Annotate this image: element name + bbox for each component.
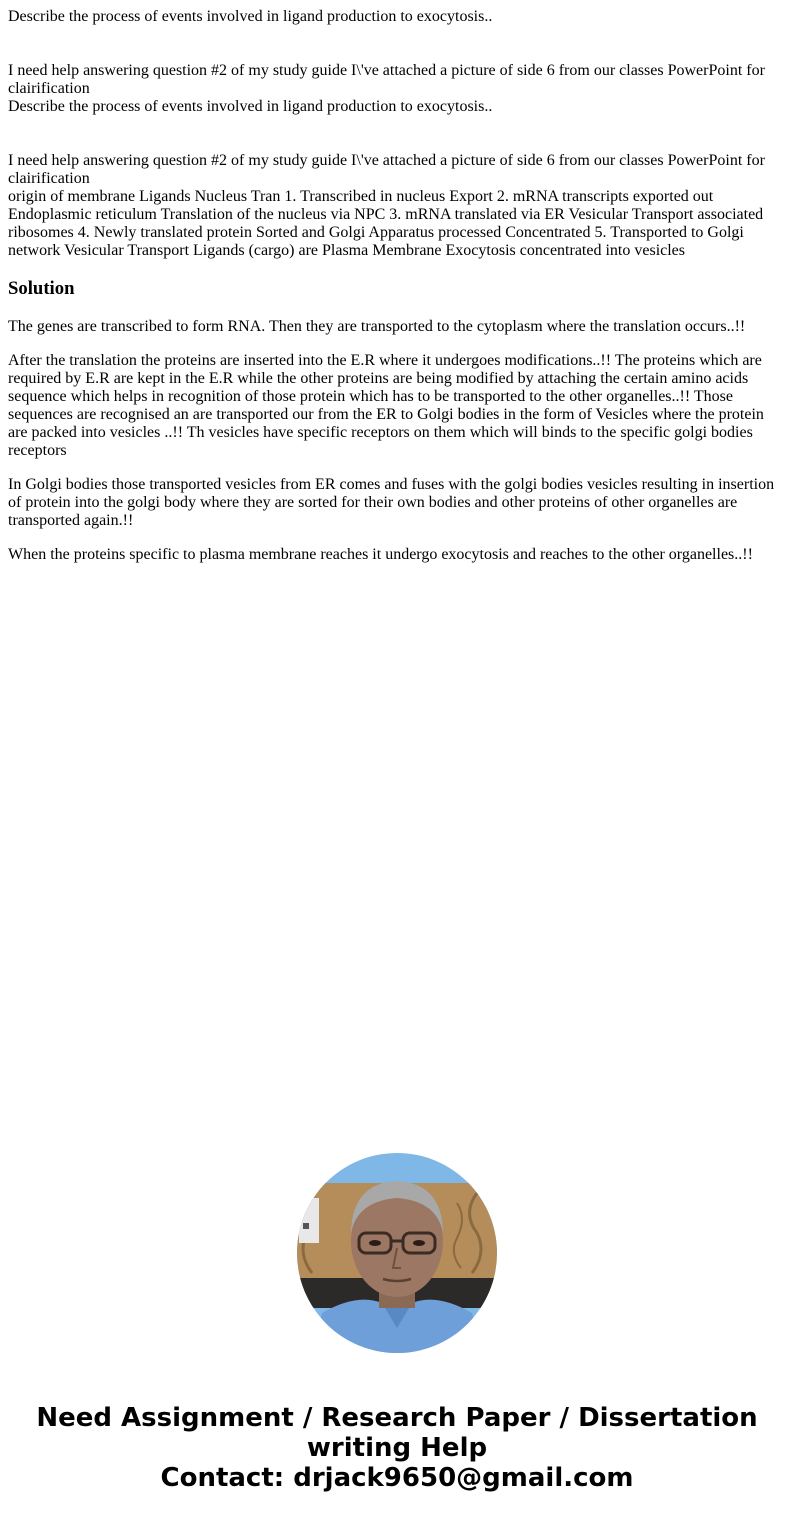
solution-heading: Solution <box>8 278 75 299</box>
promo-line-2: writing Help <box>306 1433 488 1463</box>
solution-paragraph: The genes are transcribed to form RNA. Then they are transported to the cytoplasm where the translation occurs..!! <box>8 318 746 335</box>
solution-paragraph: In Golgi bodies those transported vesicles from ER comes and fuses with the golgi bodies vesicles resulting in insertion of protein into the golgi body where they are sorted for their own bodies and other proteins of other organelles are transported again.!! <box>8 476 775 529</box>
question-block <box>8 8 786 260</box>
page-content <box>0 8 794 580</box>
promo-line-1: Need Assignment / Research Paper / Dissertation <box>36 1403 758 1433</box>
promo-banner <box>0 1403 794 1493</box>
spacer <box>8 116 786 152</box>
question-request: I need help answering question #2 of my study guide I\'ve attached a picture of side 6 from our classes PowerPoint for clairification <box>8 62 765 97</box>
promo-contact: Contact: drjack9650@gmail.com <box>160 1463 634 1493</box>
tutor-portrait-icon <box>297 1153 497 1353</box>
tutor-avatar <box>297 1153 497 1353</box>
solution-paragraph: When the proteins specific to plasma membrane reaches it undergo exocytosis and reaches to the other organelles..!! <box>8 546 753 563</box>
question-title: Describe the process of events involved in ligand production to exocytosis.. <box>8 8 493 25</box>
solution-paragraph: After the translation the proteins are inserted into the E.R where it undergoes modifications..!! The proteins which are required by E.R are kept in the E.R while the other proteins are being modified by attaching the certain amino acids sequence which helps in recognition of those protein which has to be transported to the other organelles..!! Those sequences are recognised an are transported our from the ER to Golgi bodies in the form of Vesicles where the protein are packed into vesicles ..!! Th vesicles have specific receptors on them which will binds to the specific golgi bodies receptors <box>8 352 764 459</box>
solution-body <box>8 318 786 564</box>
slide-text: origin of membrane Ligands Nucleus Tran 1. Transcribed in nucleus Export 2. mRNA transcripts exported out Endoplasmic reticulum Translation of the nucleus via NPC 3. mRNA translated via ER Vesicular Transport associated ribosomes 4. Newly translated protein Sorted and Golgi Apparatus processed Concentrated 5. Transported to Golgi network Vesicular Transport Ligands (cargo) are Plasma Membrane Exocytosis concentrated into vesicles <box>8 188 764 259</box>
spacer <box>8 26 786 62</box>
question-request-repeat: I need help answering question #2 of my study guide I\'ve attached a picture of side 6 from our classes PowerPoint for clairification <box>8 152 765 187</box>
question-title-repeat: Describe the process of events involved in ligand production to exocytosis.. <box>8 98 493 115</box>
